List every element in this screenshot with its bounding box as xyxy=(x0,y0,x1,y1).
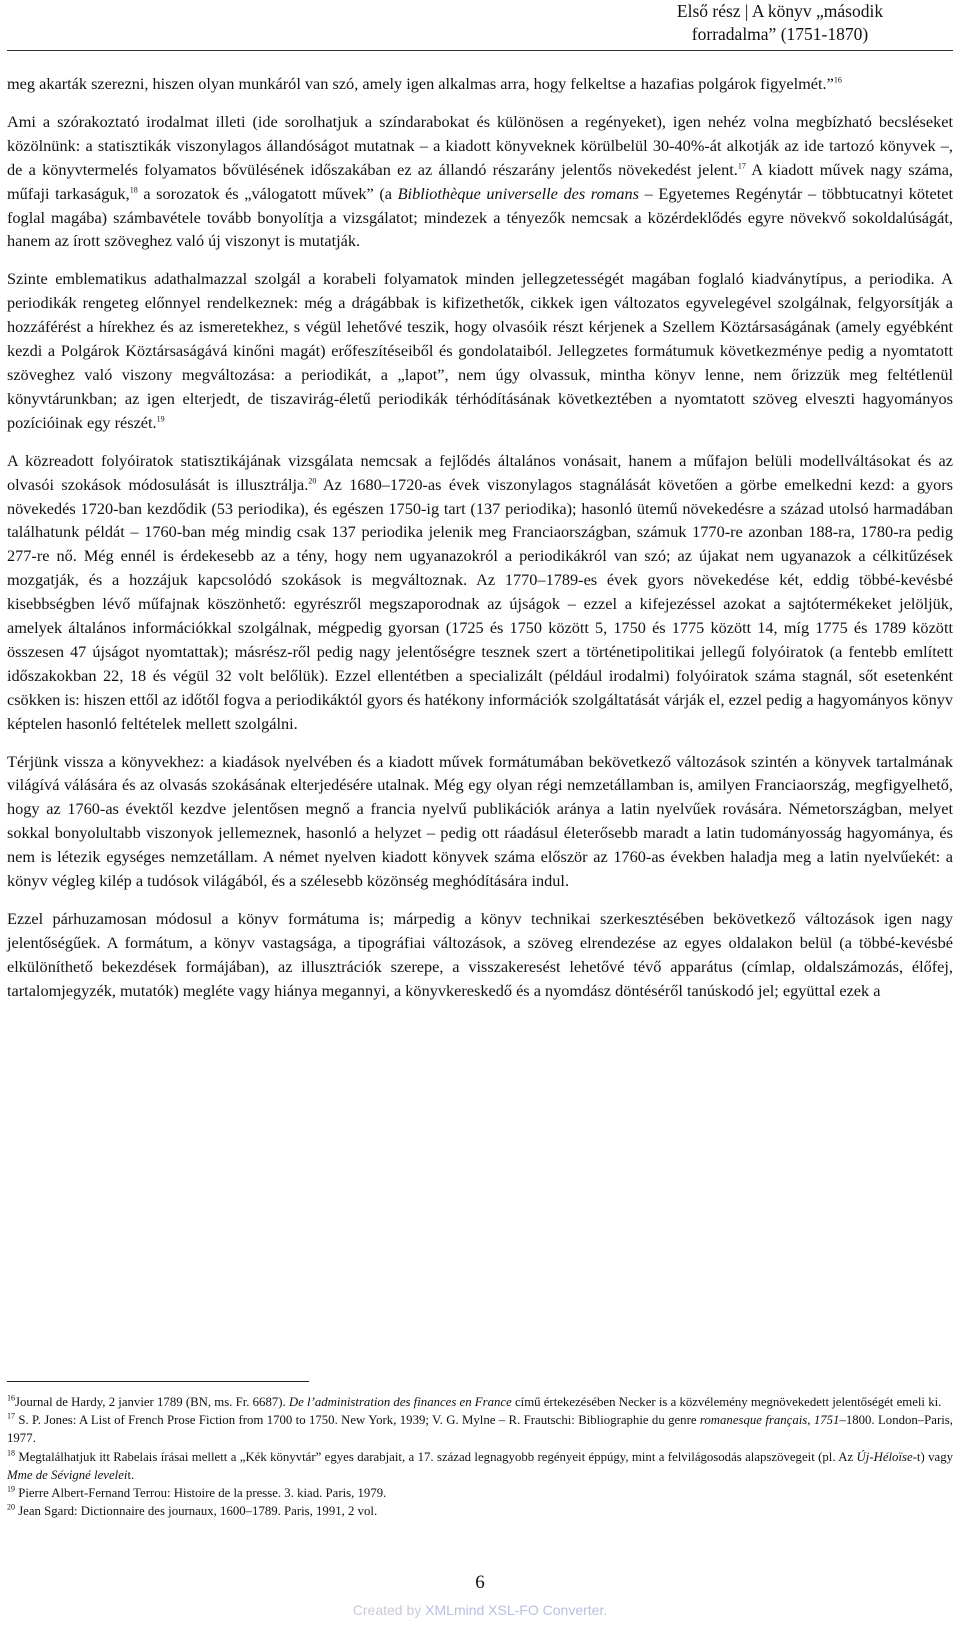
running-header xyxy=(610,0,950,46)
series-title: Bibliothèque universelle des romans xyxy=(397,183,640,203)
footnote-separator xyxy=(7,1381,309,1382)
header-line-1: Első rész | A könyv „második xyxy=(676,1,884,21)
footnote-16: $^{16}$Journal de Hardy, 2 janvier 1789 (BN, ms. Fr. 6687). De l’administration des finances en France című értekezésében Necker is a közvélemény megnövekedett jelentőségét emeli ki. xyxy=(7,1393,942,1409)
paragraph-6: Ezzel párhuzamosan módosul a könyv formátuma is; márpedig a könyv technikai szerkesztésében bekövetkező változások igen nagy jelentőségűek. A formátum, a könyv vastagsága, a tipográfiai változások, a szöveg elrendezése az egyes oldalakon belül (a többé-kevésbé elkülöníthető bekezdések formájában), az illusztrációk szerepe, a visszakeresést lehetővé tévő apparátus (címlap, oldalszámozás, élőfej, tartalomjegyzék, mutatók) megléte vagy hiánya megannyi, a könyvkereskedő és a nyomdász döntéséről tanúskodó jel; együttal ezek a xyxy=(7,909,953,1000)
footnote-ref-17[interactable]: 17 xyxy=(737,161,746,171)
paragraph-4: A közreadott folyóiratok statisztikájának vizsgálata nemcsak a fejlődés általános vonásait, hanem a műfajon belüli modellváltásokat és az olvasói szokások módosulását is illusztrálja.$^{20}$ Az 1680–1720-as évek viszonylagos stagnálását követően a görbe emelkedni kezd: a gyors növekedés 1720-ban kezdődik (53 periodika), és egészen 1750-ig tart (137 periodika); hasonló ütemű növekedésre a század utolsó harmadában találhatunk példát – 1760-ban még mindig csak 137 periodika jelenik meg Franciaországban, számuk 1770-re azonban 188-ra, 1780-ra pedig 277-re nő. Még ennél is érdekesebb az a tény, hogy nem ugyanazokról a periodikákról van szó; az újakat nem ugyanazok a célkitűzések mozgatják, és a hozzájuk kapcsolódó szokások is megváltoznak. Az 1770–1789-es évek gyors növekedése két, eddig többé-kevésbé kisebbségben lévő műfajnak köszönhető: egyrészről megszaporodnak az újságok – ezzel a kifejezéssel azokat a sajtótermékeket jelöljük, amelyek általános információkkal szolgálnak, mégpedig gyorsan (1725 és 1750 között 5, 1750 és 1775 között 14, míg 1775 és 1789 között összesen 47 újságot nyomtattak); másrész-ről pedig nagy jelentőségre tesznek szert a történetipolitikai jellegű folyóiratok (a fentebb említett időszakokban 22, 18 és végül 32 volt belőlük). Ezzel ellentétben a specializált (például irodalmi) folyóiratok száma stagnál, sőt esetenként csökken is: hiszen ettől az időtől fogva a periodikáktól gyors és hatékony információk szolgáltatását várják el, ezzel pedig a hagyományos könyv képtelen hasonló feltételek mellett szolgálni. xyxy=(7,450,954,733)
header-line-2: forradalma” (1751-1870) xyxy=(691,24,869,44)
footnote-ref-16[interactable]: 16 xyxy=(833,75,842,85)
footnotes xyxy=(7,1393,953,1520)
converter-brand-link[interactable]: XMLmind XSL-FO Converter xyxy=(425,1602,604,1618)
paragraph-5: Térjünk vissza a könyvekhez: a kiadások nyelvében és a kiadott művek formátumában bekövetkező változások szintén a könyvek tartalmának világívá válására és az olvasás szokásának elterjedésére utalnak. Még egy olyan régi nemzetállamban is, amilyen Franciaország, megfigyelhető, hogy az 1760-as évektől kezdve jelentősen megnő a francia nyelvű publikációk aránya a latin nyelvűek rovására. Németországban, melyet sokkal bonyolultabb viszonyok jellemeznek, hasonló a helyzet – pedig ott ráadásul életerősebb maradt a latin tudományosság hagyománya, és nem is létezik egységes nemzetállam. A német nyelven kiadott könyvek száma először az 1760-as években haladja meg a latin nyelvűekét: a könyv végleg kilép a tudósok világából, és a szélesebb közönség meghódítására indul. xyxy=(7,751,953,891)
paragraph-2: Ami a szórakoztató irodalmat illeti (ide sorolhatjuk a színdarabokat és különösen a regényeket), igen nehéz volna megbízható becsléseket közölnünk: a statisztikák viszonylagos állandóságot mutatnak – a kiadott könyveknek körülbelül 30-40%-át alkotják az ide tartozó könyvek –, de a könyvtermelés folyamatos bővülésének időszakában ez az állandó részarány jelentős növekedést jelent.$^{17}$ A kiadott művek nagy száma, műfaji tarkaságuk,$^{18}$ a sorozatok és „válogatott művek” (a Bibliothèque universelle des romans – Egyetemes Regénytár – többtucatnyi kötetet foglal magába) számbavétele tovább bonyolítja a vizsgálatot; mindezek a tényezők nemcsak a közérdeklődés egyre növekvő sokoldalúságát, hanem az írott szöveghez való új viszonyt is mutatják. xyxy=(7,111,954,251)
header-rule xyxy=(7,50,953,51)
paragraph-1: meg akarták szerezni, hiszen olyan munkáról van szó, amely igen alkalmas arra, hogy felkeltse a hazafias polgárok figyelmét.”$^{16}$ xyxy=(7,74,842,93)
footnote-ref-18[interactable]: 18 xyxy=(129,185,138,195)
footnote-ref-20[interactable]: 20 xyxy=(308,476,317,486)
footnote-17: $^{17}$ S. P. Jones: A List of French Prose Fiction from 1700 to 1750. New York, 1939; V. G. Mylne – R. Frautschi: Bibliographie du genre romanesque français, 1751–1800. London–Paris, 1977. xyxy=(7,1411,953,1446)
footnote-ref-19[interactable]: 19 xyxy=(156,414,165,424)
page-number: 6 xyxy=(475,1572,485,1593)
converter-watermark: Created by XMLmind XSL-FO Converter. xyxy=(352,1602,608,1618)
footnote-18: $^{18}$ Megtalálhatjuk itt Rabelais írásai mellett a „Kék könyvtár” egyes darabjait, a 17. század legnagyobb regényeit éppúgy, mint a felvilágosodás alapszövegeit (pl. Az Új-Héloïse-t) vagy Mme de Sévigné leveleit. xyxy=(7,1448,954,1482)
paragraph-3: Szinte emblematikus adathalmazzal szolgál a korabeli folyamatok minden jellegzetességét magában foglaló kiadványtípus, a periodika. A periodikák rengeteg előnnyel rendelkeznek: még a drágábbak is kifizethetők, cikkek igen változatos egyvelegével szolgálnak, felgyorsítják a hozzáférést a hírekhez és az ismeretekhez, s végül lehetővé teszik, hogy olvasóik részt kérjenek a Szellem Köztársaságának (amely egyébként kezdi a Polgárok Köztársaságává kinőni magát) erőfeszítéseiből és gondolataiból. Jellegzetes formátumuk következménye pedig a nyomtatott szöveghez való viszony megváltozása: a periodikát, a „lapot”, nem úgy olvassuk, mintha könyv lenne, nem őrizzük meg feltétlenül könyvtárunkban; az igen elterjedt, de tiszavirág-életű periodikák térhódításának következtében a nyomtatott szöveg elveszti hagyományos pozícióinak egy részét.$^{19}$ xyxy=(7,269,953,432)
body-text xyxy=(7,72,953,1017)
footnote-19: $^{19}$ Pierre Albert-Fernand Terrou: Histoire de la presse. 3. kiad. Paris, 1979. xyxy=(7,1484,387,1501)
footnote-20: $^{20}$ Jean Sgard: Dictionnaire des journaux, 1600–1789. Paris, 1991, 2 vol. xyxy=(7,1502,378,1519)
